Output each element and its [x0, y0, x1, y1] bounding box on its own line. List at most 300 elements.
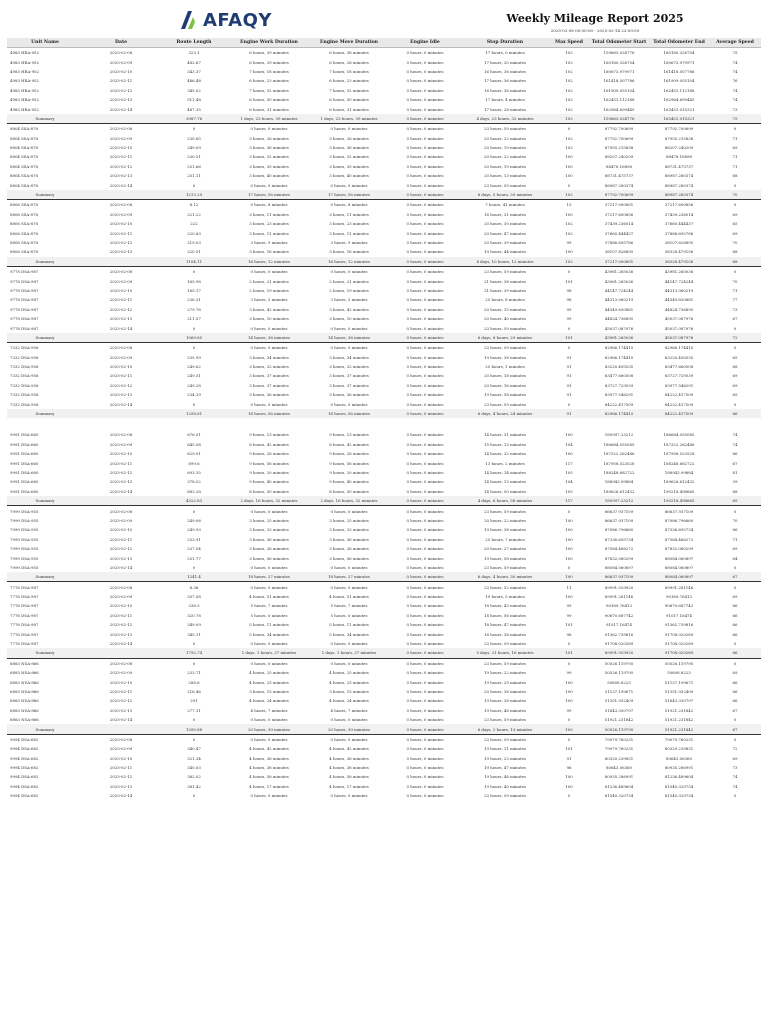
table-cell: 87955.215838 — [664, 135, 694, 141]
table-cell: Summary — [7, 496, 83, 506]
summary-row — [7, 409, 761, 418]
table-row — [7, 525, 761, 534]
table-cell: 100 — [549, 572, 589, 582]
table-cell: 2025-02-10 — [109, 755, 133, 761]
table-cell: 1069.85 — [159, 333, 229, 343]
table-cell: 0 hours, 0 minutes — [229, 266, 309, 276]
table-cell: 9 hours, 28 minutes — [249, 451, 289, 457]
table-cell: 7 hours, 41 minutes — [461, 200, 549, 210]
table-cell: 66 — [732, 631, 738, 637]
table-cell: 0 hours, 0 minutes — [229, 124, 309, 134]
table-cell: 88987.280374 — [664, 182, 694, 188]
table-cell: 89991.929920 — [589, 648, 649, 658]
table-cell: 68 — [732, 364, 738, 370]
table-cell: 79079.760231 — [649, 734, 709, 744]
table-cell: 68 — [709, 257, 761, 267]
table-row — [7, 782, 761, 791]
table-row — [7, 687, 761, 696]
table-cell: 2025-02-11 — [109, 230, 133, 236]
table-cell: 80935.286991 — [664, 765, 694, 771]
table-cell: 0 — [549, 734, 589, 744]
table-cell: 18 hours, 47 minutes — [484, 622, 526, 628]
logo-text: AFAQY — [203, 9, 272, 31]
table-cell: 7999 DSA-955 — [10, 536, 39, 542]
table-cell: 234.19 — [187, 392, 201, 398]
table-cell: 2025-02-12 — [109, 382, 133, 388]
table-cell: 2025-02-09 — [109, 746, 133, 752]
report-title: Weekly Mileage Report 2025 — [506, 12, 684, 25]
table-cell: 6883 NSA-866 — [10, 670, 39, 676]
table-cell: 0 hours, 0 minutes — [406, 135, 444, 141]
table-cell: 2025-02-13 — [109, 631, 133, 637]
table-cell: 100 — [565, 527, 573, 533]
table-row — [7, 210, 761, 219]
table-cell: 2025-02-08 — [109, 432, 133, 438]
table-cell: 0 hours, 0 minutes — [406, 382, 444, 388]
table-cell: 0 hours, 0 minutes — [250, 641, 288, 647]
table-cell: 18 hours, 56 minutes — [484, 612, 526, 618]
table-cell: 0 hours, 0 minutes — [389, 648, 461, 658]
table-cell: 486.48 — [187, 78, 201, 84]
table-cell: 4 hours, 25 minutes — [329, 670, 369, 676]
table-cell: 4 hours, 38 minutes — [249, 765, 289, 771]
table-cell: 102 — [549, 257, 589, 267]
table-row — [7, 76, 761, 85]
table-cell: 88084.060897 — [664, 555, 694, 561]
table-cell: 5 hours, 34 minutes — [249, 631, 289, 637]
table-cell: 8806 SSA-878 — [10, 221, 38, 227]
table-cell: Summary — [7, 257, 83, 267]
table-row — [7, 506, 761, 516]
table-cell: 80643.06360 — [606, 765, 632, 771]
table-cell: 23 hours, 59 minutes — [484, 325, 526, 331]
table-cell: 0 hours, 0 minutes — [309, 266, 389, 276]
table-cell: 1104.11 — [159, 257, 229, 267]
table-cell: 84222.417509 — [649, 409, 709, 418]
table-cell: 249.09 — [187, 145, 201, 151]
table-cell: 9 hours, 13 minutes — [249, 432, 289, 438]
table-cell: 0 hours, 0 minutes — [406, 173, 444, 179]
table-cell: 0 hours, 0 minutes — [309, 506, 389, 516]
table-cell: 6 hours, 23 minutes — [249, 78, 289, 84]
column-header: Total Odometer Start — [589, 38, 649, 48]
table-cell: 185997.23212 — [589, 496, 649, 506]
table-cell: 81 — [732, 469, 738, 475]
table-cell: 8806 SSA-878 — [10, 249, 38, 255]
table-cell: 0 — [192, 564, 196, 570]
table-cell: 2025-02-08 — [83, 124, 159, 134]
table-cell: 3 hours, 56 minutes — [329, 555, 369, 561]
table-cell: 50808.8223 — [607, 679, 631, 685]
table-cell: 6 hours, 38 minutes — [329, 50, 369, 56]
table-cell: 9991 DSA-660 — [10, 432, 39, 438]
table-cell: 0 hours, 0 minutes — [250, 325, 288, 331]
table-cell: 2025-02-08 — [83, 200, 159, 210]
table-cell: 1213.29 — [159, 190, 229, 200]
table-cell: 0 — [159, 124, 229, 134]
table-cell: 88478.16898 — [666, 154, 692, 160]
table-cell: 90670.687742 — [664, 603, 694, 609]
table-cell: 0 — [733, 401, 737, 407]
table-cell: 9994 DSA-682 — [10, 765, 39, 771]
table-cell: 70 — [732, 278, 738, 284]
table-cell: 336.5 — [188, 603, 200, 609]
table-cell: 2025-02-11 — [109, 536, 133, 542]
table-cell: 2025-02-14 — [109, 182, 133, 188]
table-cell: 68 — [732, 249, 738, 255]
table-row — [7, 104, 761, 113]
table-cell: 3 hours, 15 minutes — [249, 688, 289, 694]
table-cell: 87336.695734 — [604, 536, 634, 542]
table-cell: 0 hours, 0 minutes — [389, 724, 461, 734]
table-cell: 0 hours, 0 minutes — [406, 536, 444, 542]
table-cell: 3 hours, 34 minutes — [329, 354, 369, 360]
table-cell: 249.06 — [187, 517, 201, 523]
table-cell: 81236.489604 — [664, 774, 694, 780]
table-cell: 3 hours, 10 minutes — [249, 316, 289, 322]
table-cell: 5 hours, 0 minutes — [250, 612, 288, 618]
table-cell: 9991 DSA-660 — [10, 488, 39, 494]
table-cell: 99 — [566, 603, 572, 609]
table-cell: 64 — [732, 555, 738, 561]
table-cell: 8804 SSA-878 — [10, 163, 38, 169]
table-row — [7, 430, 761, 439]
table-row — [7, 143, 761, 152]
table-cell: 0 — [159, 658, 229, 668]
table-row — [7, 754, 761, 763]
table-cell: 8804 SSA-878 — [7, 124, 83, 134]
table-cell: 19 hours, 29 minutes — [484, 679, 526, 685]
table-cell: 0 hours, 0 minutes — [389, 257, 461, 267]
table-row — [7, 535, 761, 544]
table-cell: 3 hours, 25 minutes — [329, 517, 369, 523]
table-cell: 6 hours, 50 minutes — [329, 97, 369, 103]
table-cell: 20 hours, 38 minutes — [484, 688, 526, 694]
table-row — [7, 67, 761, 76]
table-cell: 0 — [159, 266, 229, 276]
table-cell: 4983 HRA-952 — [10, 87, 40, 93]
table-cell: 0 hours, 0 minutes — [406, 392, 444, 398]
table-row — [7, 238, 761, 247]
table-cell: 100 — [565, 679, 573, 685]
table-cell: 70 — [709, 190, 761, 200]
table-cell: 187322.262486 — [603, 451, 635, 457]
table-cell: 7776 DSA-987 — [10, 594, 39, 600]
table-cell: 4 hours, 25 minutes — [249, 670, 289, 676]
table-cell: 345.02 — [187, 87, 201, 93]
table-cell: 67 — [732, 707, 738, 713]
table-cell: 7999 DSA-955 — [10, 527, 39, 533]
table-cell: 6883 NSA-866 — [10, 679, 39, 685]
table-cell: 4 hours, 17 minutes — [249, 783, 289, 789]
table-cell: 9991 DSA-660 — [10, 441, 39, 447]
table-cell: 0 hours, 0 minutes — [229, 343, 309, 353]
table-cell: 66 — [732, 603, 738, 609]
table-cell: 0 — [192, 793, 196, 799]
table-cell: 2025-02-14 — [109, 641, 133, 647]
table-cell: 83727.729539 — [664, 373, 694, 379]
table-cell: 19 hours, 40 minutes — [484, 783, 526, 789]
table-cell: 91708.020289 — [664, 641, 694, 647]
table-cell: 7 hours, 18 minutes — [329, 68, 369, 74]
table-cell: 50526.119795 — [604, 670, 634, 676]
table-cell: 88084.060897 — [604, 564, 634, 570]
table-cell: 19 hours, 22 minutes — [484, 670, 526, 676]
table-cell: 0 — [709, 124, 761, 134]
table-cell: 14 hours, 32 minutes — [484, 451, 526, 457]
table-cell: 38328.479156 — [664, 249, 694, 255]
table-cell: 18 hours, 56 minutes — [309, 409, 389, 418]
table-cell: 323.1 — [188, 50, 200, 56]
table-cell: 0 hours, 0 minutes — [406, 670, 444, 676]
table-row — [7, 744, 761, 753]
table-cell: 6883 NSA-866 — [7, 658, 83, 668]
table-cell: 0 hours, 0 minutes — [406, 451, 444, 457]
table-cell: 23 hours, 59 minutes — [461, 124, 549, 134]
table-cell: 277.11 — [187, 707, 201, 713]
table-row — [7, 399, 761, 408]
table-cell: 3 hours, 34 minutes — [249, 354, 289, 360]
table-cell: 2025-02-09 — [109, 517, 133, 523]
table-cell: 18 hours, 38 minutes — [484, 631, 526, 637]
table-cell: 0 hours, 0 minutes — [250, 182, 288, 188]
table-cell: 16 hours, 12 minutes — [309, 257, 389, 267]
table-cell: 5 hours, 34 minutes — [329, 631, 369, 637]
table-cell: 7776 DSA-987 — [10, 631, 39, 637]
table-row — [7, 219, 761, 228]
table-cell: 3 hours, 16 minutes — [249, 249, 289, 255]
table-cell: 7 hours, 32 minutes — [329, 87, 369, 93]
table-cell: 0 hours, 0 minutes — [406, 517, 444, 523]
table-row — [7, 611, 761, 620]
table-cell: 2 days, 16 hours, 32 minutes — [229, 496, 309, 506]
table-cell: 83477.660508 — [664, 364, 694, 370]
summary-row — [7, 724, 761, 734]
table-cell: 251.66 — [187, 163, 201, 169]
table-cell: 0 — [709, 266, 761, 276]
table-cell: 2025-02-08 — [83, 343, 159, 353]
table-row — [7, 791, 761, 800]
table-cell: 7776 DSA-987 — [10, 622, 39, 628]
table-cell: 66 — [732, 688, 738, 694]
table-cell: 66 — [732, 679, 738, 685]
table-cell: 4 hours, 58 minutes — [329, 774, 369, 780]
table-cell: 90670.687742 — [604, 612, 634, 618]
table-cell: 91708.020289 — [664, 631, 694, 637]
table-cell: 69 — [732, 670, 738, 676]
table-cell: 100 — [565, 594, 573, 600]
table-cell: 23 hours, 59 minutes — [461, 343, 549, 353]
table-cell: 43981.265036 — [604, 278, 634, 284]
table-row — [7, 477, 761, 486]
table-cell: 320.78 — [187, 612, 201, 618]
table-cell: 0 hours, 0 minutes — [406, 325, 444, 331]
table-cell: 0 hours, 0 minutes — [406, 441, 444, 447]
table-cell: 2025-02-08 — [109, 50, 133, 56]
table-cell: 69 — [732, 755, 738, 761]
table-cell: 0 hours, 0 minutes — [389, 266, 461, 276]
table-cell: 89991.281146 — [604, 594, 634, 600]
table-cell: 23 hours, 59 minutes — [484, 182, 526, 188]
table-cell: 73 — [732, 106, 738, 112]
table-cell: 37439.236014 — [664, 211, 694, 217]
table-cell: 0 hours, 0 minutes — [406, 641, 444, 647]
table-cell: 3 hours, 32 minutes — [329, 364, 369, 370]
table-cell: 67 — [732, 316, 738, 322]
table-cell: 87832.080299 — [604, 555, 634, 561]
table-cell: 37660.444437 — [664, 221, 694, 227]
table-row — [7, 592, 761, 601]
table-cell: 487.35 — [187, 106, 201, 112]
table-cell: 86637.937109 — [649, 506, 709, 516]
table-cell: 9 hours, 56 minutes — [249, 460, 289, 466]
table-cell: 185997.23212 — [604, 432, 634, 438]
table-cell: 0 hours, 0 minutes — [406, 154, 444, 160]
table-cell: 0 — [159, 506, 229, 516]
table-cell: 69 — [732, 373, 738, 379]
table-cell: 6883 NSA-866 — [10, 707, 39, 713]
table-cell: 0 hours, 0 minutes — [406, 59, 444, 65]
table-cell: 5 hours, 7 minutes — [330, 603, 368, 609]
table-cell: 162451.112188 — [663, 87, 695, 93]
summary-row — [7, 190, 761, 200]
table-cell: 65 — [732, 392, 738, 398]
table-row — [7, 86, 761, 95]
table-cell: 3 hours, 37 minutes — [249, 382, 289, 388]
table-row — [7, 152, 761, 161]
table-cell: 337.08 — [187, 594, 201, 600]
table-cell: 9 hours, 20 minutes — [329, 469, 369, 475]
table-cell: 381.42 — [187, 783, 201, 789]
table-cell: 18 hours, 56 minutes — [229, 409, 309, 418]
column-header: Route Length — [159, 38, 229, 48]
table-cell: 0 — [567, 793, 571, 799]
table-cell: 0 hours, 0 minutes — [309, 734, 389, 744]
table-row — [7, 563, 761, 572]
table-row — [7, 440, 761, 449]
table-cell: 2025-02-09 — [109, 670, 133, 676]
table-cell: 90169.76413 — [666, 594, 692, 600]
table-cell: 101 — [549, 648, 589, 658]
table-cell: 8.12 — [159, 200, 229, 210]
table-cell: 3 hours, 56 minutes — [249, 555, 289, 561]
table-cell: 17 hours, 56 minutes — [229, 190, 309, 200]
summary-row — [7, 333, 761, 343]
table-cell: 16 hours, 36 minutes — [484, 68, 526, 74]
table-cell: 71 — [732, 536, 738, 542]
table-cell: 8.36 — [159, 582, 229, 592]
table-cell: 1 days, 1 hours, 37 minutes — [309, 648, 389, 658]
column-header: Total Odometer End — [649, 38, 709, 48]
table-cell: 220.51 — [187, 249, 201, 255]
table-cell: 44313.060219 — [604, 297, 634, 303]
table-cell: 2025-02-09 — [109, 594, 133, 600]
table-cell: 0 hours, 0 minutes — [229, 506, 309, 516]
table-cell: 65 — [709, 496, 761, 506]
table-cell: 0 — [549, 343, 589, 353]
table-cell — [83, 190, 159, 200]
table-cell: Summary — [7, 648, 83, 658]
table-cell: 20 hours, 19 minutes — [484, 163, 526, 169]
table-cell: 0 hours, 0 minutes — [406, 373, 444, 379]
table-cell: 2025-02-10 — [109, 145, 133, 151]
table-cell: 39 — [732, 479, 738, 485]
table-cell: 0 hours, 0 minutes — [406, 679, 444, 685]
table-cell: 7776 DSA-987 — [10, 612, 39, 618]
table-cell: Summary — [7, 114, 83, 124]
table-row — [7, 772, 761, 781]
table-cell: 0 — [159, 343, 229, 353]
table-row — [7, 323, 761, 332]
table-cell: 2025-02-11 — [109, 688, 133, 694]
table-cell: 5 hours, 7 minutes — [250, 603, 288, 609]
table-row — [7, 286, 761, 295]
table-cell: 211.57 — [187, 316, 201, 322]
table-cell: 16 hours, 12 minutes — [229, 257, 309, 267]
table-cell: 69 — [732, 594, 738, 600]
table-cell: 6883 NSA-866 — [10, 688, 39, 694]
table-cell: 102 — [565, 68, 573, 74]
table-cell: 2 hours, 21 minutes — [249, 278, 289, 284]
table-cell: 43981.265036 — [589, 266, 649, 276]
table-cell: 9994 DSA-682 — [10, 783, 39, 789]
table-cell: 71 — [732, 135, 738, 141]
table-cell: 80320.239831 — [604, 755, 634, 761]
table-cell: 88207.240209 — [604, 154, 634, 160]
table-cell: 7776 DSA-987 — [10, 641, 39, 647]
table-cell: 482.67 — [187, 59, 201, 65]
table-cell: 4 hours, 36 minutes — [329, 755, 369, 761]
table-cell: 4 days, 10 hours, 12 minutes — [461, 257, 549, 267]
table-cell: 91362.739816 — [664, 622, 694, 628]
table-cell: 66 — [732, 622, 738, 628]
table-cell: 2 days, 16 hours, 32 minutes — [309, 496, 389, 506]
table-cell — [83, 257, 159, 267]
table-cell: 87832.080299 — [664, 546, 694, 552]
table-cell: 15 hours, 13 minutes — [484, 441, 526, 447]
table-cell: 44549.830881 — [664, 297, 694, 303]
table-cell: 68 — [732, 173, 738, 179]
table-cell: 216.46 — [187, 688, 201, 694]
table-cell: 7999 DSA-955 — [10, 564, 39, 570]
table-cell: 45037.087976 — [604, 325, 634, 331]
table-cell: 162964.699445 — [663, 97, 695, 103]
table-cell: 8 hours, 42 minutes — [329, 441, 369, 447]
table-cell: 84222.417509 — [664, 392, 694, 398]
table-cell: 3 hours, 33 minutes — [249, 527, 289, 533]
table-cell: 19 hours, 23 minutes — [484, 755, 526, 761]
table-cell: 0 — [567, 325, 571, 331]
table-cell: 676.51 — [187, 432, 201, 438]
mileage-table — [7, 38, 761, 800]
table-cell: 8804 SSA-878 — [10, 154, 38, 160]
table-cell: 91 — [566, 373, 572, 379]
table-cell: 3 hours, 11 minutes — [249, 230, 289, 236]
table-cell: 100 — [565, 517, 573, 523]
table-cell: 0 hours, 0 minutes — [406, 211, 444, 217]
table-cell: 83220.495535 — [664, 354, 694, 360]
table-cell: 159663.024776 — [589, 114, 649, 124]
column-header: Average Speed — [709, 38, 761, 48]
table-cell: 0 hours, 0 minutes — [406, 240, 444, 245]
table-cell: 73 — [732, 306, 738, 312]
table-cell: 693.35 — [187, 469, 201, 475]
table-cell: 0 hours, 0 minutes — [406, 163, 444, 169]
table-cell: 74 — [732, 441, 738, 447]
table-cell: 51921.231842 — [649, 724, 709, 734]
table-cell: 81236.489604 — [604, 783, 634, 789]
table-cell: 88987.280374 — [604, 182, 634, 188]
